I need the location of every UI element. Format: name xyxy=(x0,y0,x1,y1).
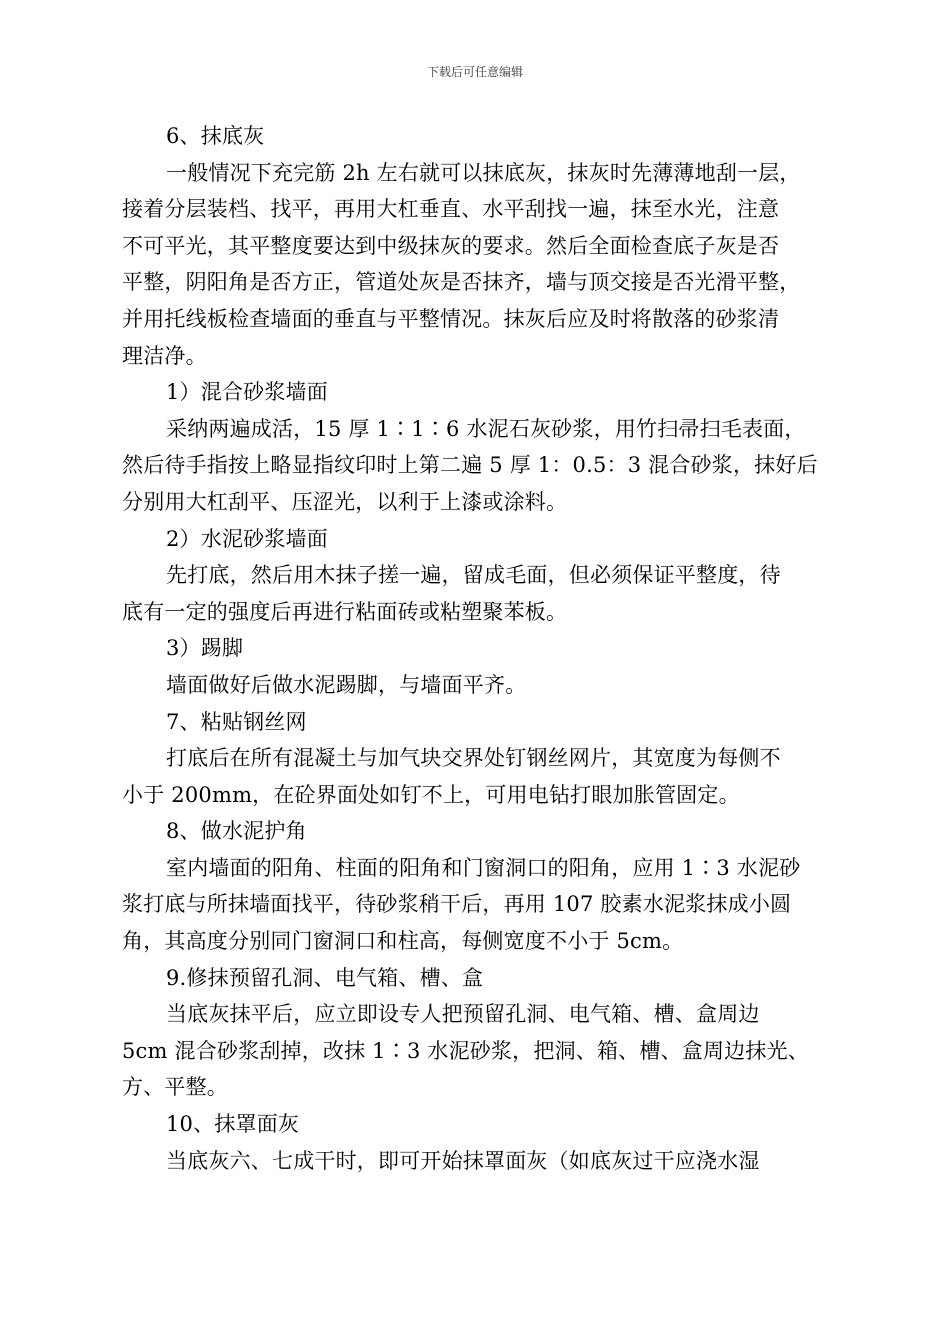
paragraph-line: 方、平整。 xyxy=(122,1075,228,1100)
paragraph-line: 采纳两遍成活，15 厚 1∶1∶6 水泥石灰砂浆，用竹扫帚扫毛表面， xyxy=(166,416,806,441)
subsection-heading-2: 2）水泥砂浆墙面 xyxy=(166,526,328,551)
paragraph-line: 浆打底与所抹墙面找平，待砂浆稍干后，再用 107 胶素水泥浆抹成小圆 xyxy=(122,892,792,917)
section-heading-9: 9.修抹预留孔洞、电气箱、槽、盒 xyxy=(166,965,484,990)
page-header-note: 下载后可任意编辑 xyxy=(426,65,523,79)
section-heading-7: 7、粘贴钢丝网 xyxy=(166,709,307,734)
section-heading-10: 10、抹罩面灰 xyxy=(166,1112,300,1137)
section-heading-8: 8、做水泥护角 xyxy=(166,819,307,844)
paragraph-line: 底有一定的强度后再进行粘面砖或粘塑聚苯板。 xyxy=(122,599,568,624)
paragraph-line: 角，其高度分别同门窗洞口和柱高，每侧宽度不小于 5cm。 xyxy=(122,929,684,954)
paragraph-line: 一般情况下充完筋 2h 左右就可以抹底灰，抹灰时先薄薄地刮一层， xyxy=(166,160,801,185)
paragraph-line: 5cm 混合砂浆刮掉，改抹 1∶3 水泥砂浆，把洞、箱、槽、盒周边抹光、 xyxy=(122,1038,809,1063)
paragraph-line: 理洁净。 xyxy=(122,343,207,368)
paragraph-line: 平整，阴阳角是否方正，管道处灰是否抹齐，墙与顶交接是否光滑平整， xyxy=(122,270,801,295)
paragraph-line: 室内墙面的阳角、柱面的阳角和门窗洞口的阳角，应用 1∶3 水泥砂 xyxy=(166,855,801,880)
paragraph-line: 然后待手指按上略显指纹印时上第二遍 5 厚 1：0.5：3 混合砂浆，抹好后 xyxy=(122,453,818,478)
paragraph-line: 墙面做好后做水泥踢脚，与墙面平齐。 xyxy=(166,672,527,697)
subsection-heading-3: 3）踢脚 xyxy=(166,636,244,661)
section-heading-6: 6、抹底灰 xyxy=(166,124,265,148)
paragraph-line: 先打底，然后用木抹子搓一遍，留成毛面，但必须保证平整度，待 xyxy=(166,563,781,588)
paragraph-line: 打底后在所有混凝土与加气块交界处钉钢丝网片，其宽度为每侧不 xyxy=(166,746,781,771)
paragraph-line: 当底灰抹平后，应立即设专人把预留孔洞、电气箱、槽、盒周边 xyxy=(166,1002,760,1027)
paragraph-line: 并用托线板检查墙面的垂直与平整情况。抹灰后应及时将散落的砂浆清 xyxy=(122,306,780,331)
paragraph-line: 接着分层装档、找平，再用大杠垂直、水平刮找一遍，抹至水光，注意 xyxy=(122,197,780,222)
paragraph-line: 分别用大杠刮平、压涩光，以利于上漆或涂料。 xyxy=(122,489,568,514)
subsection-heading-1: 1）混合砂浆墙面 xyxy=(166,380,328,405)
paragraph-line: 小于 200mm，在砼界面处如钉不上，可用电钻打眼加胀管固定。 xyxy=(122,782,740,807)
paragraph-line: 不可平光，其平整度要达到中级抹灰的要求。然后全面检查底子灰是否 xyxy=(122,233,780,258)
document-body xyxy=(122,118,832,1179)
paragraph-line: 当底灰六、七成干时，即可开始抹罩面灰（如底灰过干应浇水湿 xyxy=(166,1148,760,1173)
